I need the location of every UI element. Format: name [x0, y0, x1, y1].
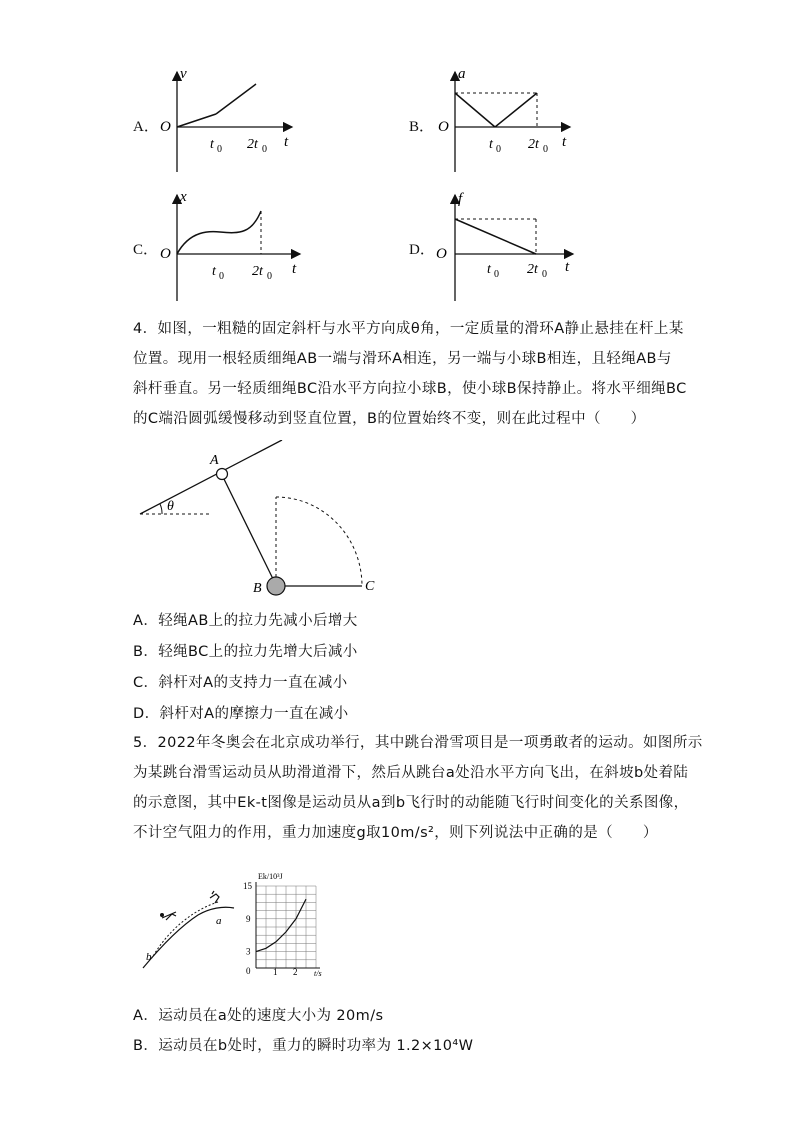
svg-text:t: t: [212, 264, 216, 279]
svg-text:0: 0: [496, 144, 501, 155]
svg-text:t: t: [284, 134, 289, 150]
chart-xtick: 2: [293, 967, 298, 977]
option-c-label: C．: [133, 242, 159, 258]
q5-line-2: 为某跳台滑雪运动员从助滑道滑下，然后从跳台a处沿水平方向飞出，在斜坡b处着陆: [133, 765, 689, 781]
svg-text:0: 0: [219, 271, 224, 282]
option-a-label: A．: [133, 119, 159, 135]
chart-xlabel: t/s: [314, 969, 322, 978]
svg-text:t: t: [487, 262, 491, 277]
graph-b: [428, 62, 588, 177]
svg-text:2t: 2t: [527, 262, 538, 277]
svg-text:t: t: [489, 137, 493, 152]
ring-a: [217, 469, 228, 480]
svg-text:A: A: [210, 453, 219, 468]
chart-xtick: 1: [273, 967, 278, 977]
q4-figure: [135, 440, 385, 600]
q4-line-2: 位置。现用一根轻质细绳AB一端与滑环A相连，另一端与小球B相连，且轻绳AB与: [133, 351, 672, 367]
q4-line-3: 斜杆垂直。另一轻质细绳BC沿水平方向拉小球B，使小球B保持静止。将水平细绳BC: [133, 381, 687, 397]
chart-origin: 0: [246, 966, 251, 976]
q4-choice-a[interactable]: A．轻绳AB上的拉力先减小后增大: [133, 613, 358, 629]
ball-b: [267, 577, 285, 595]
svg-text:t: t: [562, 134, 567, 150]
svg-text:a: a: [216, 915, 222, 927]
graph-c: [150, 185, 310, 303]
svg-text:B: B: [253, 581, 262, 596]
option-b-label: B．: [409, 119, 435, 135]
svg-text:2t: 2t: [247, 137, 258, 152]
option-d-label: D．: [409, 242, 435, 258]
q5-choice-a[interactable]: A．运动员在a处的速度大小为 20m/s: [133, 1008, 384, 1024]
q4-choice-b[interactable]: B．轻绳BC上的拉力先增大后减小: [133, 644, 358, 660]
svg-text:0: 0: [217, 144, 222, 155]
chart-ytick: 9: [246, 913, 251, 924]
svg-text:C: C: [365, 579, 375, 594]
svg-text:2t: 2t: [528, 137, 539, 152]
q5-line-4: 不计空气阻力的作用，重力加速度g取10m/s²，则下列说法中正确的是（ ）: [133, 825, 658, 841]
axis-v-label: v: [180, 66, 187, 82]
theta-label: θ: [167, 499, 174, 514]
svg-text:O: O: [438, 119, 449, 135]
svg-text:t: t: [210, 137, 214, 152]
q4-line-1: 4．如图，一粗糙的固定斜杆与水平方向成θ角，一定质量的滑环A静止悬挂在杆上某: [133, 321, 684, 337]
ek-t-chart: [240, 868, 340, 980]
svg-text:x: x: [180, 189, 187, 205]
svg-text:0: 0: [267, 271, 272, 282]
svg-text:O: O: [436, 246, 447, 262]
chart-axes: [256, 882, 320, 968]
svg-text:0: 0: [543, 144, 548, 155]
chart-ytick: 3: [246, 946, 251, 957]
svg-text:f: f: [458, 191, 463, 207]
chart-ylabel: Ek/10³J: [258, 872, 283, 881]
svg-text:t: t: [292, 261, 297, 277]
svg-text:t: t: [565, 259, 570, 275]
q4-choice-c[interactable]: C．斜杆对A的支持力一直在减小: [133, 675, 348, 691]
svg-text:O: O: [160, 119, 171, 135]
chart-grid: [256, 886, 316, 968]
q4-line-4: 的C端沿圆弧缓慢移动到竖直位置，B的位置始终不变，则在此过程中（ ）: [133, 411, 646, 427]
svg-text:0: 0: [262, 144, 267, 155]
svg-text:b: b: [146, 951, 152, 963]
chart-ytick: 15: [243, 881, 252, 891]
graph-d: [428, 185, 588, 303]
q5-choice-b[interactable]: B．运动员在b处时，重力的瞬时功率为 1.2×10⁴W: [133, 1038, 474, 1054]
q4-choice-d[interactable]: D．斜杆对A的摩擦力一直在减小: [133, 706, 349, 722]
svg-text:0: 0: [542, 269, 547, 280]
svg-text:0: 0: [494, 269, 499, 280]
graph-a: [150, 62, 310, 177]
svg-text:O: O: [160, 246, 171, 262]
q5-ski-figure: [138, 880, 238, 975]
ek-curve: [256, 899, 306, 952]
svg-text:2t: 2t: [252, 264, 263, 279]
q5-line-1: 5．2022年冬奥会在北京成功举行，其中跳台滑雪项目是一项勇敢者的运动。如图所示: [133, 735, 703, 751]
q5-line-3: 的示意图，其中Ek-t图像是运动员从a到b飞行时的动能随飞行时间变化的关系图像，: [133, 795, 689, 811]
svg-text:a: a: [458, 66, 466, 82]
